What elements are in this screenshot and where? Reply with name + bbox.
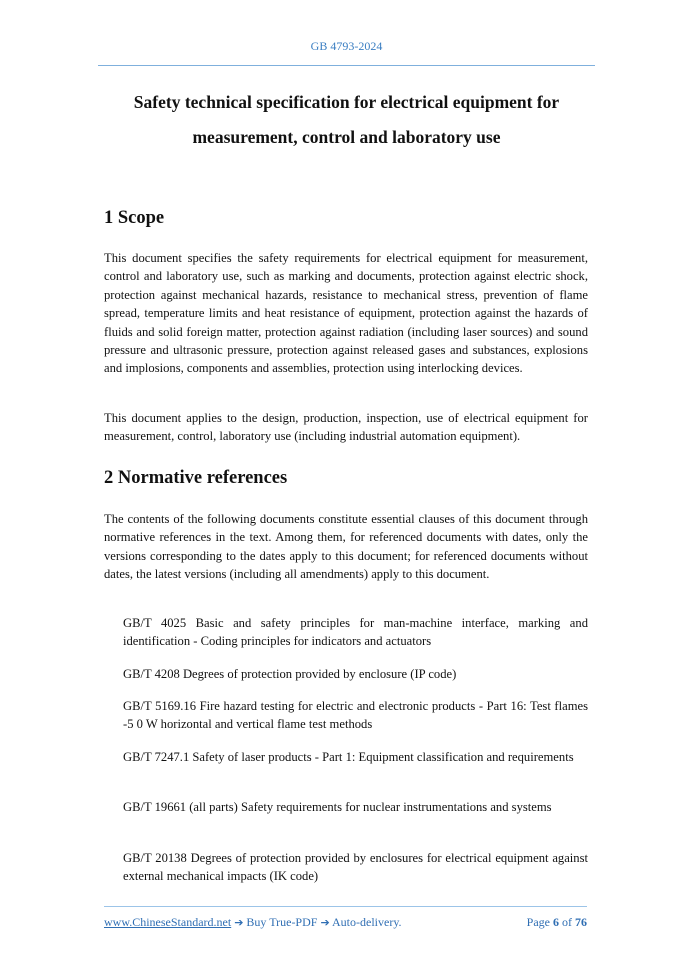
- reference-item: GB/T 4025 Basic and safety principles for man-machine interface, marking and identification - Coding principles for indicators and actuators: [123, 616, 588, 649]
- normative-references-intro: The contents of the following documents constitute essential clauses of this document through normative references in the text. Among them, for referenced documents with dates, only the versions corresponding to the dates apply to this document; for referenced documents without dates, the latest versions (including all amendments) apply to this document.: [104, 512, 588, 582]
- running-header: GB 4793-2024: [310, 39, 383, 53]
- reference-item: GB/T 19661 (all parts) Safety requirements for nuclear instrumentations and systems: [123, 800, 552, 814]
- arrow-right-icon: ➔: [234, 916, 244, 929]
- reference-item: GB/T 7247.1 Safety of laser products - Part 1: Equipment classification and requirements: [123, 750, 574, 764]
- footer-divider: [104, 906, 587, 907]
- arrow-right-icon: ➔: [320, 916, 330, 929]
- title-line-2: measurement, control and laboratory use: [192, 127, 501, 147]
- reference-item: GB/T 4208 Degrees of protection provided by enclosure (IP code): [123, 667, 457, 681]
- page-label: Page: [526, 915, 550, 929]
- buy-true-pdf-link[interactable]: Buy True-PDF: [246, 915, 318, 929]
- reference-item: GB/T 5169.16 Fire hazard testing for electric and electronic products - Part 16: Test flames -5 0 W horizontal and vertical flame test methods: [123, 699, 588, 732]
- footer-promo: [104, 915, 402, 930]
- website-link[interactable]: www.ChineseStandard.net: [104, 915, 232, 929]
- page-indicator: [527, 915, 587, 930]
- reference-item: GB/T 20138 Degrees of protection provided by enclosures for electrical equipment against external mechanical impacts (IK code): [123, 851, 588, 884]
- section-heading-scope: 1 Scope: [104, 208, 165, 228]
- auto-delivery-text: Auto-delivery.: [332, 915, 402, 929]
- section-heading-normative-references: 2 Normative references: [104, 468, 288, 488]
- header-divider: [98, 65, 595, 66]
- document-title: [90, 85, 603, 155]
- page-total: 76: [575, 915, 587, 929]
- page-of-label: of: [562, 915, 572, 929]
- scope-paragraph-2: This document applies to the design, production, inspection, use of electrical equipment for measurement, control, laboratory use (including industrial automation equipment).: [104, 411, 588, 444]
- title-line-1: Safety technical specification for electrical equipment for: [133, 92, 560, 112]
- page-current: 6: [553, 915, 559, 929]
- scope-paragraph-1: This document specifies the safety requirements for electrical equipment for measurement, control and laboratory use, such as marking and documents, protection against electric shock, protection against mechanical hazards, resistance to mechanical stress, prevention of flame spread, temperature limits and heat resistance of equipment, protection against the hazards of fluids and solid foreign matter, protection against radiation (including laser sources) and sound pressure and ultrasonic pressure, protection against released gases and substances, explosions and implosions, components and assemblies, protection using interlocking devices.: [104, 251, 588, 376]
